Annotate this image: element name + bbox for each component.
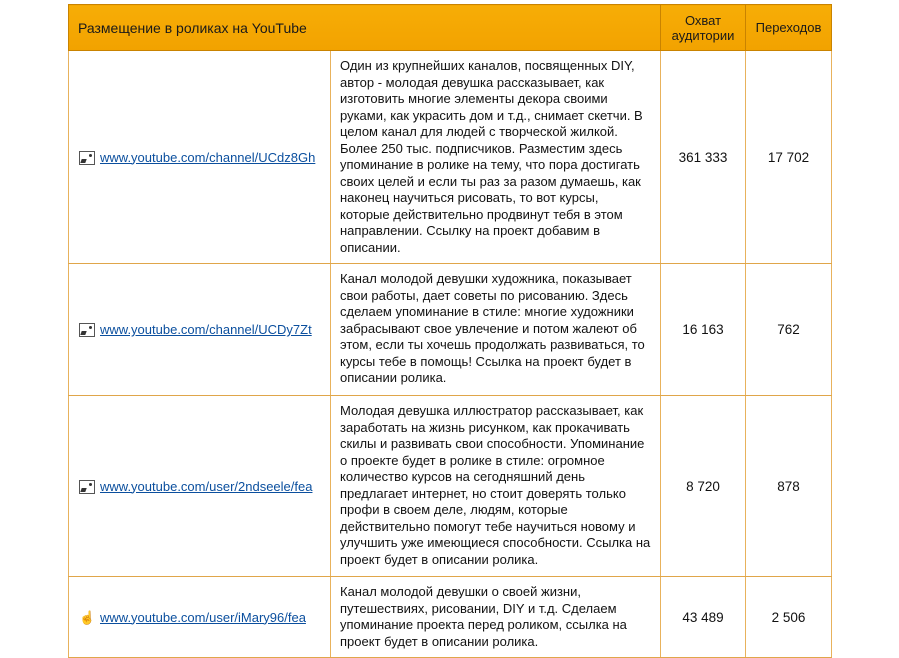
column-header-reach-line2: аудитории bbox=[671, 27, 735, 43]
row-link-cell[interactable] bbox=[69, 264, 331, 396]
column-header-reach-line1: Охват bbox=[684, 12, 722, 28]
column-header-clicks: Переходов bbox=[746, 5, 832, 51]
table-row bbox=[69, 264, 832, 396]
row-clicks: 762 bbox=[746, 264, 832, 396]
table-header-row bbox=[69, 5, 832, 51]
row-clicks: 878 bbox=[746, 396, 832, 577]
hand-cursor-icon: ☝ bbox=[79, 609, 96, 625]
table-row bbox=[69, 577, 832, 658]
row-description: Молодая девушка иллюстратор рассказывает, как заработать на жизнь рисунком, как прокачивать скилы и развивать свои способности. Упоминание о проекте будет в ролике в стиле: огромное количество курсов на сегодняшний день предлагает интернет, но стоит доверять только профи в своем деле, людям, которые действительно помогут тебе научиться новому и улучшить уже имеющиеся способности. Ссылка на проект будет в описании ролика. bbox=[331, 396, 661, 577]
table-body bbox=[69, 51, 832, 658]
row-link-cell[interactable] bbox=[69, 577, 331, 658]
row-link-cell[interactable] bbox=[69, 51, 331, 264]
row-reach: 8 720 bbox=[661, 396, 746, 577]
channel-link[interactable]: www.youtube.com/channel/UCDy7Zt bbox=[100, 322, 312, 337]
row-clicks: 2 506 bbox=[746, 577, 832, 658]
row-clicks: 17 702 bbox=[746, 51, 832, 264]
row-reach: 16 163 bbox=[661, 264, 746, 396]
row-description: Один из крупнейших каналов, посвященных DIY, автор - молодая девушка рассказывает, как изготовить многие элементы декора своими руками, как украсить дом и т.д., снимает скетчи. В целом канал для людей с творческой жилкой. Более 250 тыс. подписчиков. Разместим здесь упоминание в ролике на тему, что пора достигать своих целей и если ты раз за разом думаешь, как наконец научиться рисовать, то вот курсы, которые действительно продвинут тебя в этом направлении. Ссылку на проект добавим в описании. bbox=[331, 51, 661, 264]
row-link-cell[interactable] bbox=[69, 396, 331, 577]
column-header-reach bbox=[661, 5, 746, 51]
table-row bbox=[69, 396, 832, 577]
table-header bbox=[69, 5, 832, 51]
image-icon bbox=[79, 480, 94, 493]
row-description: Канал молодой девушки художника, показывает свои работы, дает советы по рисованию. Здесь сделаем упоминание в стиле: многие художники забрасывают свое увлечение и потом жалеют об этом, если ты хочешь продолжать развиваться, то курсы тебе в помощь! Ссылка на проект будет в описании ролика. bbox=[331, 264, 661, 396]
youtube-placement-table bbox=[68, 4, 832, 658]
row-reach: 43 489 bbox=[661, 577, 746, 658]
image-icon bbox=[79, 151, 94, 164]
channel-link[interactable]: www.youtube.com/user/2ndseele/fea bbox=[100, 478, 313, 494]
channel-link[interactable]: www.youtube.com/user/iMary96/fea bbox=[100, 609, 306, 625]
table-row bbox=[69, 51, 832, 264]
row-description: Канал молодой девушки о своей жизни, путешествиях, рисовании, DIY и т.д. Сделаем упоминание проекта перед роликом, ссылка на проект будет в описании ролика. bbox=[331, 577, 661, 658]
table-title: Размещение в роликах на YouTube bbox=[69, 5, 661, 51]
image-icon bbox=[79, 323, 94, 336]
placement-table-container bbox=[68, 4, 831, 658]
channel-link[interactable]: www.youtube.com/channel/UCdz8Gh bbox=[100, 149, 316, 165]
row-reach: 361 333 bbox=[661, 51, 746, 264]
